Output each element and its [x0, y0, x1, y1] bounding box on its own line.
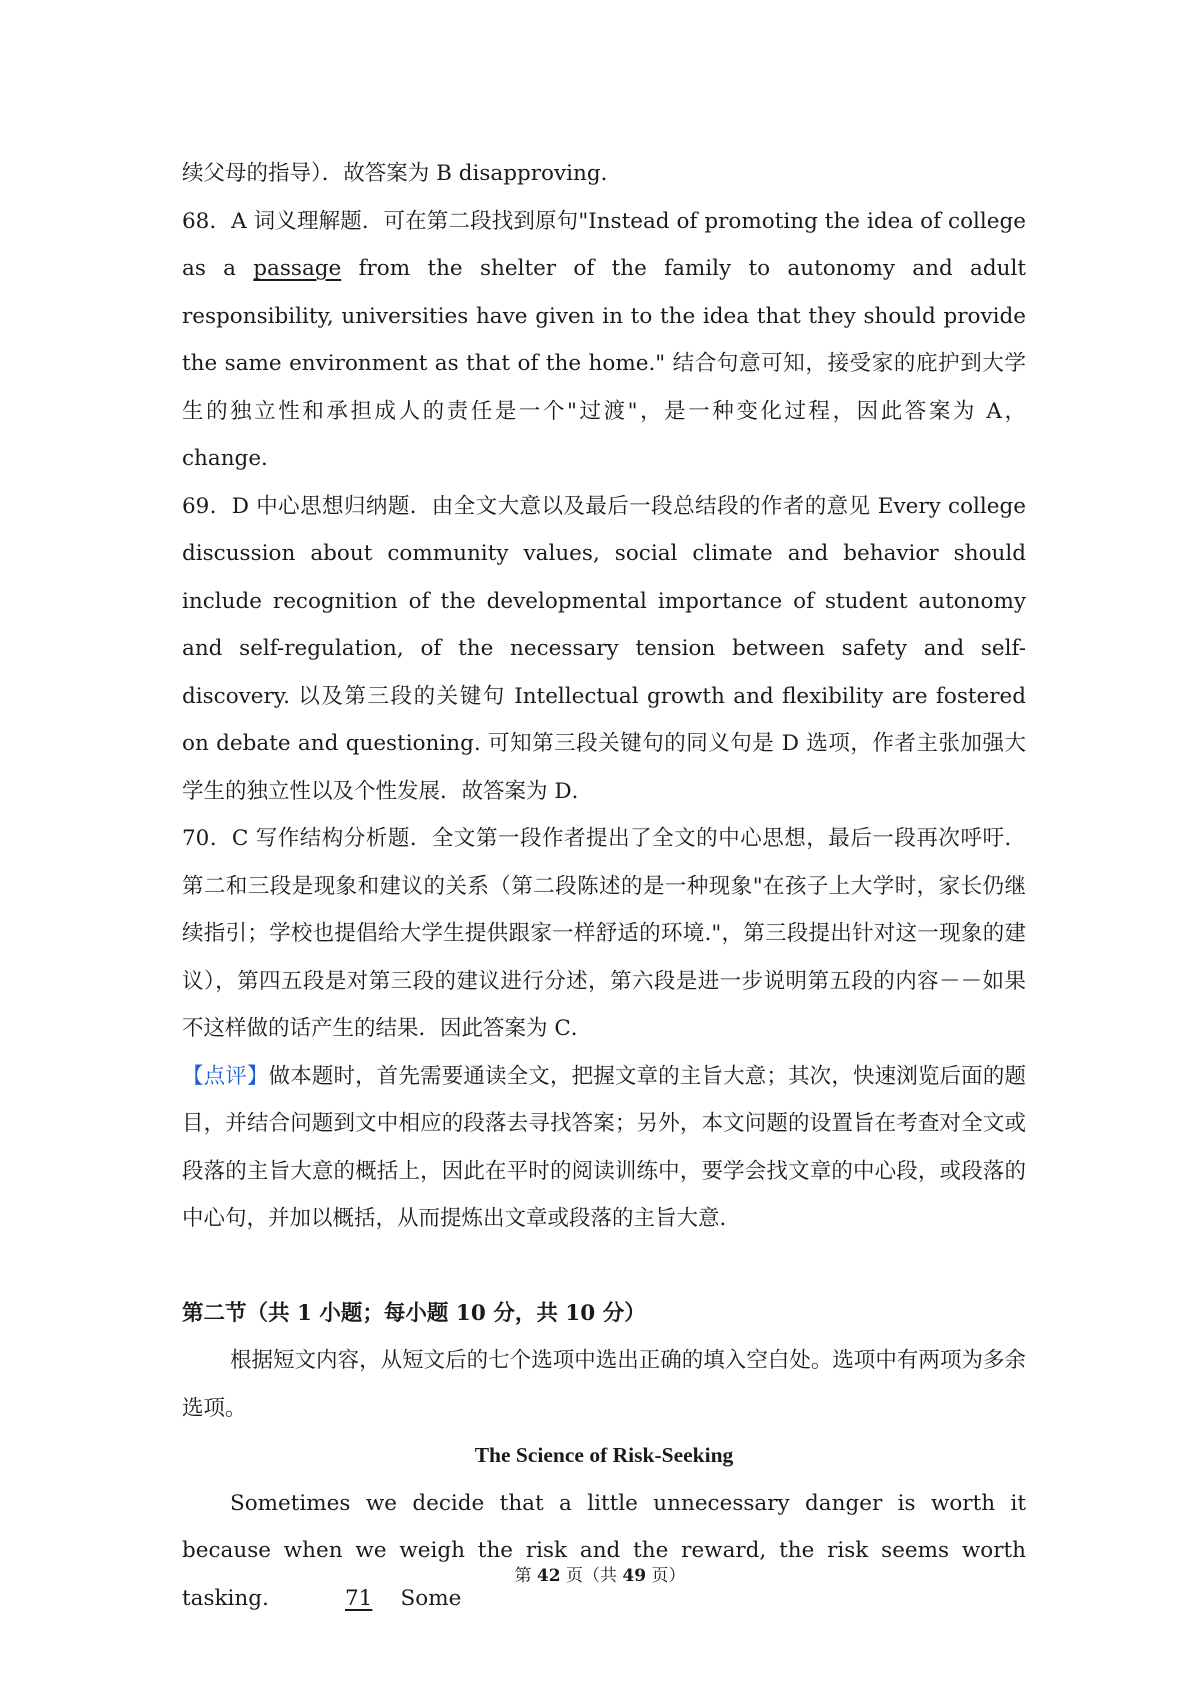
page-footer: [0, 1565, 1200, 1587]
footer-page-number: 42: [536, 1566, 561, 1586]
comment: [182, 1053, 1026, 1243]
article-paragraph: [182, 1480, 1026, 1623]
answer-68: [182, 198, 1026, 483]
answer-67-tail: 续父母的指导）．故答案为 B disapproving．: [182, 161, 623, 186]
answer-68-underlined-word: passage: [253, 256, 342, 281]
answer-70: 70．C 写作结构分析题．全文第一段作者提出了全文的中心思想，最后一段再次呼吁．第二和三段是现象和建议的关系（第二段陈述的是一种现象"在孩子上大学时，家长仍继续指引；学校也提倡给大学生提供跟家一样舒适的环境."，第三段提出针对这一现象的建议），第四五段是对第三段的建议进行分述，第六段是进一步说明第五段的内容－－如果不这样做的话产生的结果．因此答案为 C．: [182, 826, 1026, 1041]
footer-mid: 页（共: [560, 1566, 623, 1586]
article-text-pre: Sometimes we decide that a little unnecessary danger is worth it because when we weigh the risk and the reward, the risk seems worth tasking.: [182, 1490, 1026, 1611]
section-2-title: 第二节（共 1 小题；每小题 10 分，共 10 分）: [182, 1300, 646, 1326]
section-2-instruction: 根据短文内容，从短文后的七个选项中选出正确的填入空白处。选项中有两项为多余选项。: [182, 1348, 1026, 1421]
comment-tag: 【点评】: [182, 1063, 269, 1089]
page-content: [182, 150, 1026, 1622]
article-title: The Science of Risk-Seeking: [474, 1443, 734, 1467]
footer-suffix: 页）: [646, 1566, 686, 1586]
section-spacer: [182, 1243, 1026, 1290]
article-text-post: Some: [393, 1585, 462, 1611]
blank-71: 71: [345, 1585, 373, 1611]
footer-total-pages: 49: [622, 1566, 647, 1586]
footer-prefix: 第: [514, 1566, 537, 1586]
comment-text: 做本题时，首先需要通读全文，把握文章的主旨大意；其次，快速浏览后面的题目，并结合问题到文中相应的段落去寻找答案；另外，本文问题的设置旨在考查对全文或段落的主旨大意的概括上，因此在平时的阅读训练中，要学会找文章的中心段，或段落的中心句，并加以概括，从而提炼出文章或段落的主旨大意．: [182, 1063, 1026, 1231]
answer-69: 69．D 中心思想归纳题．由全文大意以及最后一段总结段的作者的意见 Every college discussion about community values, social climate and behavior should include recognition of the developmental importance of student autonomy and self-regulation, of the necessary tension between safety and self-discovery. 以及第三段的关键句 Intellectual growth and flexibility are fostered on debate and questioning. 可知第三段关键句的同义句是 D 选项，作者主张加强大学生的独立性以及个性发展．故答案为 D．: [182, 493, 1026, 804]
answer-68-pre: 68．A 词义理解题．可在第二段找到原句"Instead of promoting the idea of college as a: [182, 208, 1026, 281]
answer-68-post: from the shelter of the family to autonomy and adult responsibility, universities have given in to the idea that they should provide the same environment as that of the home." 结合句意可知，接受家的庇护到大学生的独立性和承担成人的责任是一个"过渡"，是一种变化过程，因此答案为 A，change．: [182, 256, 1026, 471]
